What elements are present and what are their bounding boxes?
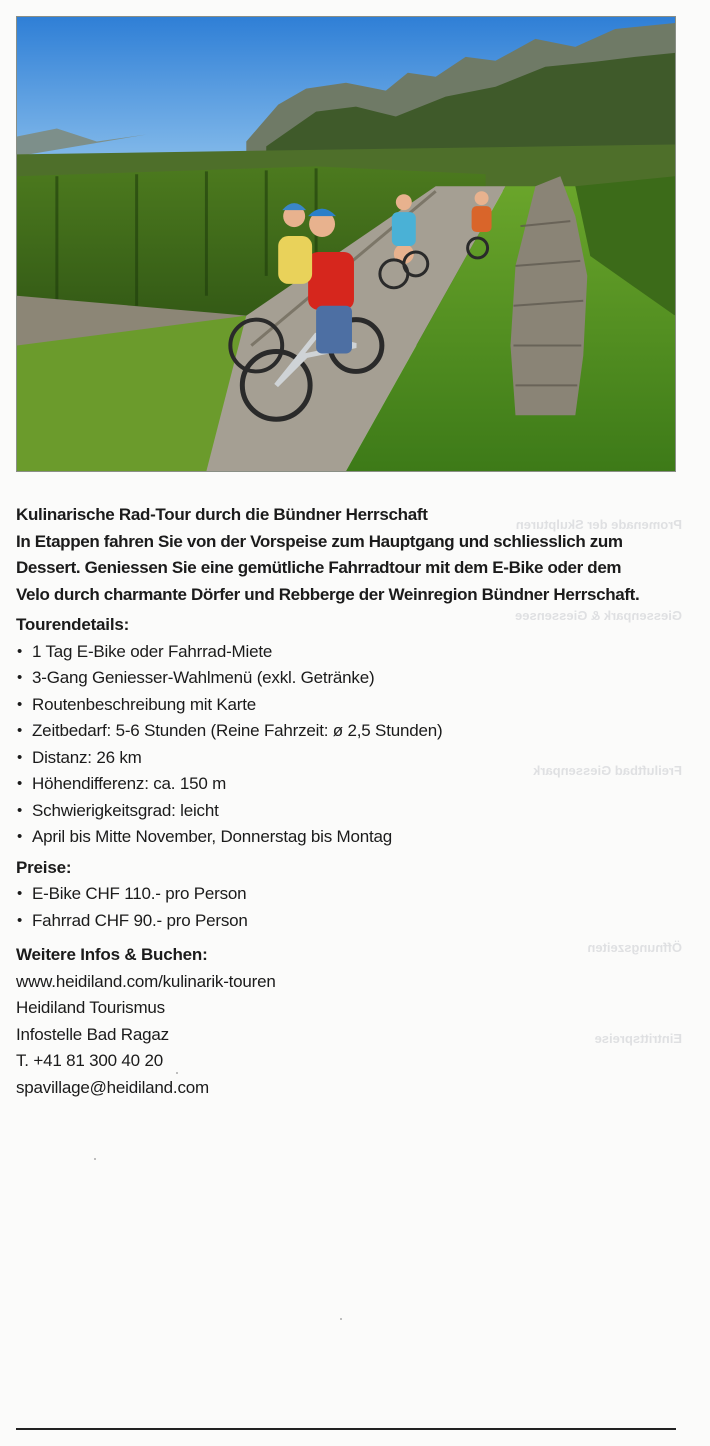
list-item: • Höhendifferenz: ca. 150 m <box>16 771 656 798</box>
prices-heading: Preise: <box>16 857 72 877</box>
info-heading: Weitere Infos & Buchen: <box>16 945 208 964</box>
prices-list <box>16 881 656 934</box>
article-title: Kulinarische Rad-Tour durch die Bündner Herrschaft <box>16 505 428 524</box>
list-item: • Fahrrad CHF 90.- pro Person <box>16 908 656 935</box>
phone-number[interactable]: T. +41 81 300 40 20 <box>16 1051 163 1070</box>
vineyard-cyclists-image <box>17 17 675 471</box>
article-body <box>16 502 656 1101</box>
bottom-rule <box>16 1428 676 1430</box>
organisation-name: Heidiland Tourismus <box>16 998 165 1017</box>
email-address[interactable]: spavillage@heidiland.com <box>16 1077 209 1097</box>
list-item: • E-Bike CHF 110.- pro Person <box>16 881 656 908</box>
list-item: • 1 Tag E-Bike oder Fahrrad-Miete <box>16 639 656 666</box>
list-item: • Zeitbedarf: 5-6 Stunden (Reine Fahrzeit: ø 2,5 Stunden) <box>16 718 656 745</box>
ghost-heading: Freiluftbad Giessenpark <box>533 763 682 778</box>
tour-details-list <box>16 639 656 851</box>
website-link[interactable]: www.heidiland.com/kulinarik-touren <box>16 971 276 991</box>
article-intro: In Etappen fahren Sie von der Vorspeise zum Hauptgang und schliesslich zum Dessert. Geniessen Sie eine gemütliche Fahrradtour mit dem E-Bike oder dem Velo durch charmante Dörfer und Rebberge der Weinregion Bündner Herrschaft. <box>16 531 640 604</box>
scan-speck <box>94 1158 96 1160</box>
list-item: • Distanz: 26 km <box>16 745 656 772</box>
scan-speck <box>176 1072 178 1074</box>
ghost-heading: Promenade der Skulpturen <box>515 517 682 532</box>
ghost-heading: Eintrittspreise <box>594 1031 682 1046</box>
list-item: • 3-Gang Geniesser-Wahlmenü (exkl. Getränke) <box>16 665 656 692</box>
ghost-heading: Giessenpark & Giessensee <box>515 608 682 623</box>
cycling-photo <box>16 16 676 472</box>
scan-speck <box>340 1318 342 1320</box>
ghost-heading: Öffnungszeiten <box>587 940 682 955</box>
list-item: • April bis Mitte November, Donnerstag bis Montag <box>16 824 656 851</box>
tour-details-heading: Tourendetails: <box>16 615 130 634</box>
office-name: Infostelle Bad Ragaz <box>16 1024 169 1044</box>
list-item: • Schwierigkeitsgrad: leicht <box>16 798 656 825</box>
list-item: • Routenbeschreibung mit Karte <box>16 692 656 719</box>
